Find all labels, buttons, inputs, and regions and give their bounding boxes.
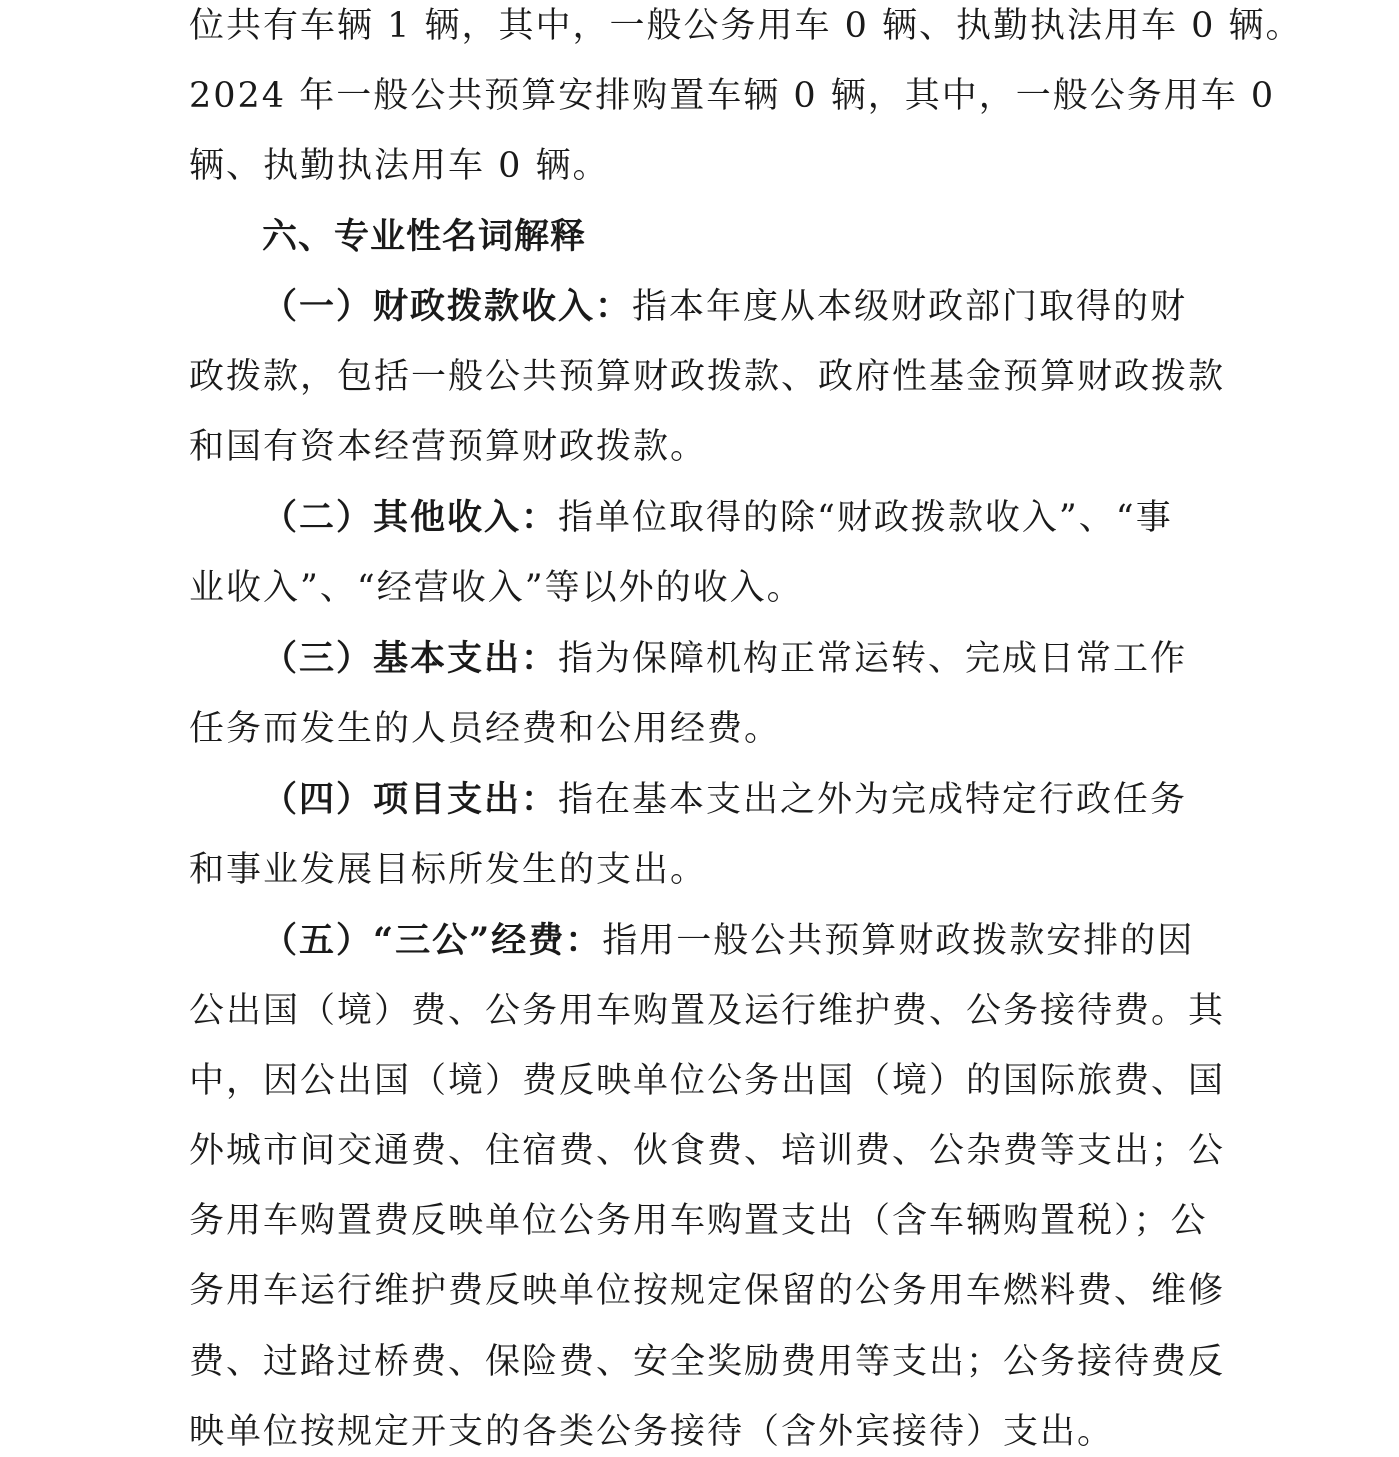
- term-4-continuation-1: 和事业发展目标所发生的支出。: [189, 850, 708, 890]
- term-3-label: （三）基本支出：: [262, 638, 559, 679]
- term-2-label: （二）其他收入：: [262, 497, 559, 538]
- term-1-continuation-1: 政拨款，包括一般公共预算财政拨款、政府性基金预算财政拨款: [189, 357, 1226, 397]
- term-1-label: （一）财政拨款收入：: [262, 286, 633, 327]
- term-5-continuation-1: 公出国（境）费、公务用车购置及运行维护费、公务接待费。其: [189, 991, 1226, 1031]
- vehicle-paragraph-line-1: 位共有车辆 1 辆，其中，一般公务用车 0 辆、执勤执法用车 0 辆。: [189, 6, 1303, 46]
- term-4-text: 指在基本支出之外为完成特定行政任务: [558, 780, 1188, 820]
- term-5-continuation-6: 费、过路过桥费、保险费、安全奖励费用等支出；公务接待费反: [189, 1342, 1226, 1382]
- vehicle-paragraph-line-3: 辆、执勤执法用车 0 辆。: [189, 146, 610, 186]
- section-heading: 六、专业性名词解释: [262, 217, 587, 257]
- term-1-text: 指本年度从本级财政部门取得的财: [632, 287, 1188, 327]
- term-4-first-line: [262, 776, 1234, 824]
- term-1-continuation-2: 和国有资本经营预算财政拨款。: [189, 427, 708, 467]
- term-1-first-line: [262, 283, 1234, 331]
- term-5-continuation-3: 外城市间交通费、住宿费、伙食费、培训费、公杂费等支出；公: [189, 1131, 1226, 1171]
- term-4-label: （四）项目支出：: [262, 779, 559, 820]
- term-2-first-line: [262, 494, 1234, 542]
- vehicle-paragraph-line-2: 2024 年一般公共预算安排购置车辆 0 辆，其中，一般公务用车 0: [189, 76, 1276, 116]
- term-2-continuation-1: 业收入”、“经营收入”等以外的收入。: [189, 568, 804, 608]
- term-5-continuation-4: 务用车购置费反映单位公务用车购置支出（含车辆购置税）；公: [189, 1201, 1208, 1241]
- term-5-first-line: [262, 917, 1234, 965]
- term-5-label: （五）“三公”经费：: [262, 920, 603, 961]
- term-5-continuation-2: 中，因公出国（境）费反映单位公务出国（境）的国际旅费、国: [189, 1061, 1226, 1101]
- term-5-continuation-7: 映单位按规定开支的各类公务接待（含外宾接待）支出。: [189, 1412, 1115, 1452]
- term-3-text: 指为保障机构正常运转、完成日常工作: [558, 639, 1188, 679]
- term-2-text: 指单位取得的除“财政拨款收入”、“事: [558, 498, 1173, 538]
- term-3-continuation-1: 任务而发生的人员经费和公用经费。: [189, 709, 782, 749]
- term-3-first-line: [262, 635, 1234, 683]
- term-5-continuation-5: 务用车运行维护费反映单位按规定保留的公务用车燃料费、维修: [189, 1271, 1226, 1311]
- term-5-text: 指用一般公共预算财政拨款安排的因: [602, 921, 1195, 961]
